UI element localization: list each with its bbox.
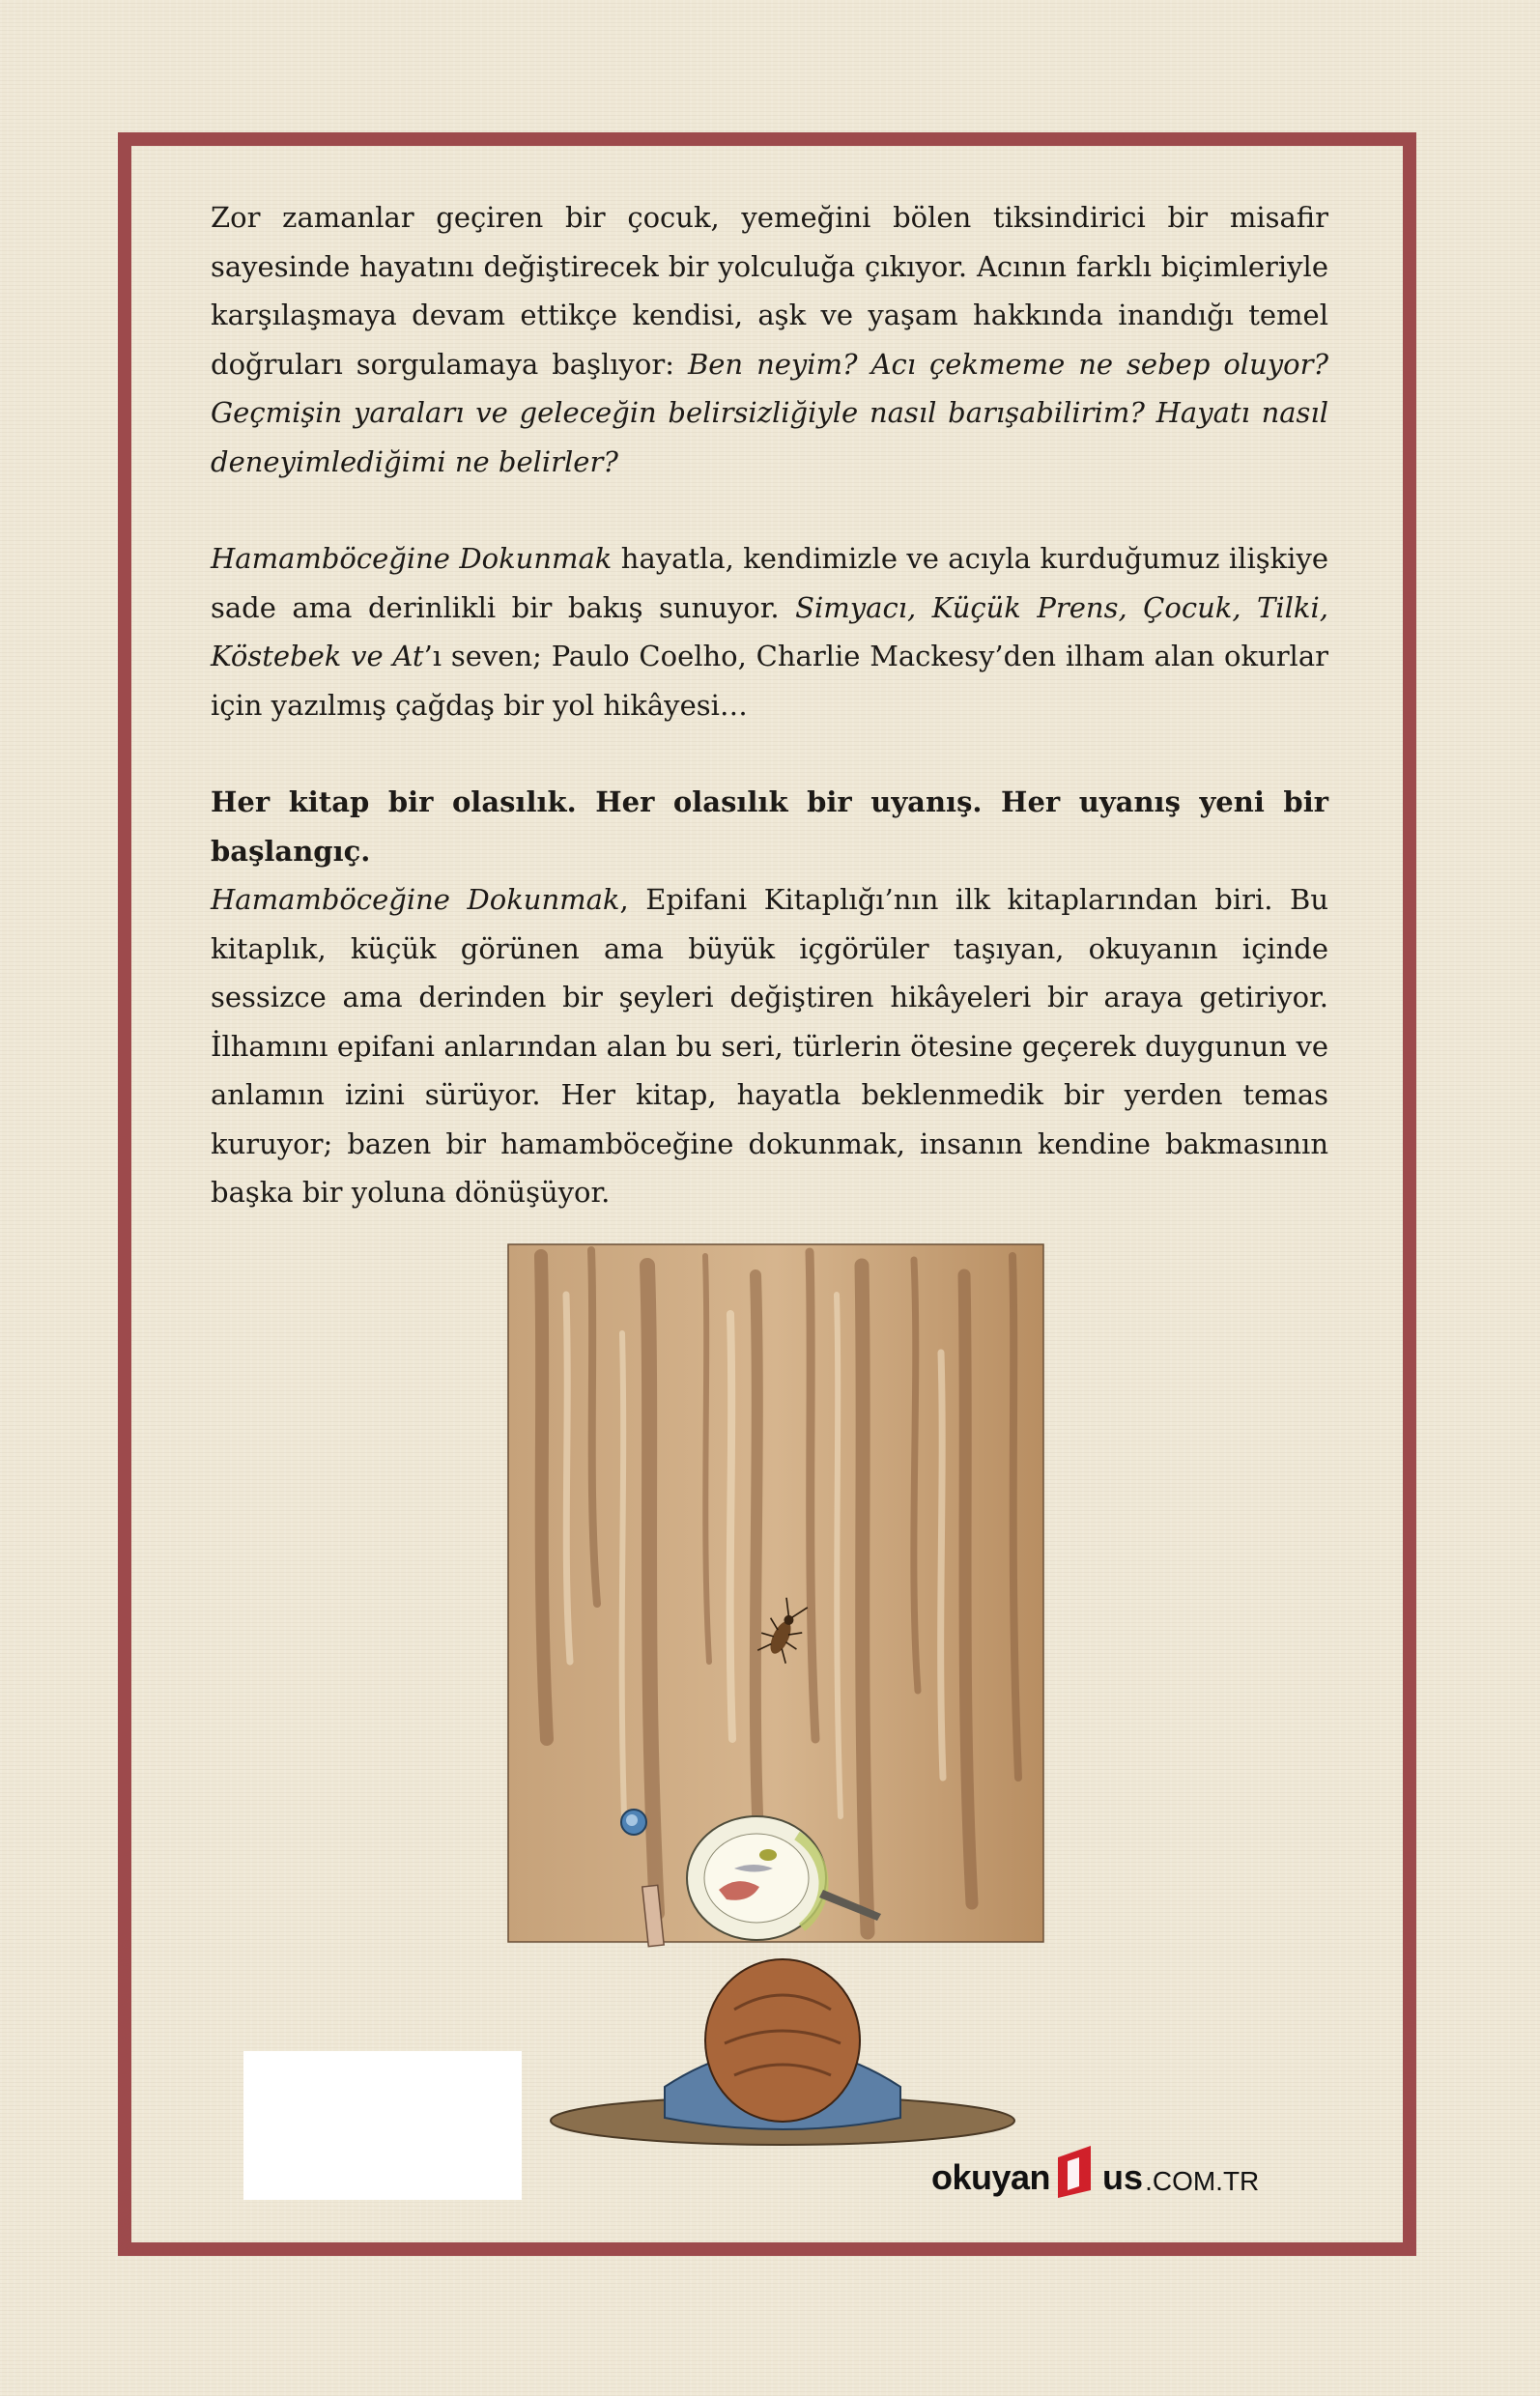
description-paragraph: Hamamböceğine Dokunmak hayatla, kendimizle ve acıyla kurduğumuz ilişkiye sade ama derinlikli bir bakış sunuyor. Simyacı, Küçük Prens, Çocuk, Tilki, Köstebek ve At’ı seven; Paulo Coelho, Charlie Mackesy’den ilham alan okurlar için yazılmış çağdaş bir yol hikâyesi… bbox=[211, 542, 1328, 722]
okuyanus-logo-mark-icon bbox=[1052, 2142, 1100, 2198]
logo-text-okuyan: okuyan bbox=[931, 2157, 1051, 2197]
dinner-plate-icon bbox=[687, 1816, 826, 1940]
publisher-logo bbox=[931, 2140, 1259, 2198]
synopsis-paragraph: Zor zamanlar geçiren bir çocuk, yemeğini bölen tiksindirici bir misafir sayesinde hayatını değiştirecek bir yolculuğa çıkıyor. Acının farklı biçimleriyle karşılaşmaya devam ettikçe kendisi, aşk ve yaşam hakkında inandığı temel doğruları sorgulamaya başlıyor: Ben neyim? Acı çekmeme ne sebep oluyor? Geçmişin yaraları ve geleceğin belirsizliğiyle nasıl barışabilirim? Hayatı nasıl deneyimlediğimi ne belirler? bbox=[211, 201, 1329, 478]
logo-text-us: us bbox=[1102, 2157, 1144, 2197]
series-paragraph: Her kitap bir olasılık. Her olasılık bir uyanış. Her uyanış yeni bir başlangıç. Hamamböceğine Dokunmak, Epifani Kitaplığı’nın ilk kitaplarından biri. Bu kitaplık, küçük görünen ama büyük içgörüler taşıyan, okuyanın içinde sessizce ama derinden bir şeyleri değiştiren hikâyeleri bir araya getiriyor. İlhamını epifani anlarından alan bu seri, türlerin ötesine geçerek duygunun ve anlamın izini sürüyor. Her kitap, hayatla beklenmedik bir yerden temas kuruyor; bazen bir hamamböceğine dokunmak, insanın kendine bakmasının başka bir yoluna dönüşüyor. bbox=[211, 785, 1328, 1209]
logo-domain: .COM.TR bbox=[1145, 2166, 1260, 2196]
water-glass-icon bbox=[621, 1810, 646, 1835]
series-slogan: Her kitap bir olasılık. Her olasılık bir uyanış. Her uyanış yeni bir başlangıç. bbox=[211, 785, 1328, 868]
table-illustration bbox=[502, 1237, 1063, 2164]
barcode-placeholder bbox=[243, 2051, 522, 2200]
back-cover-text bbox=[211, 193, 1328, 1266]
child-figure bbox=[551, 1959, 1014, 2145]
